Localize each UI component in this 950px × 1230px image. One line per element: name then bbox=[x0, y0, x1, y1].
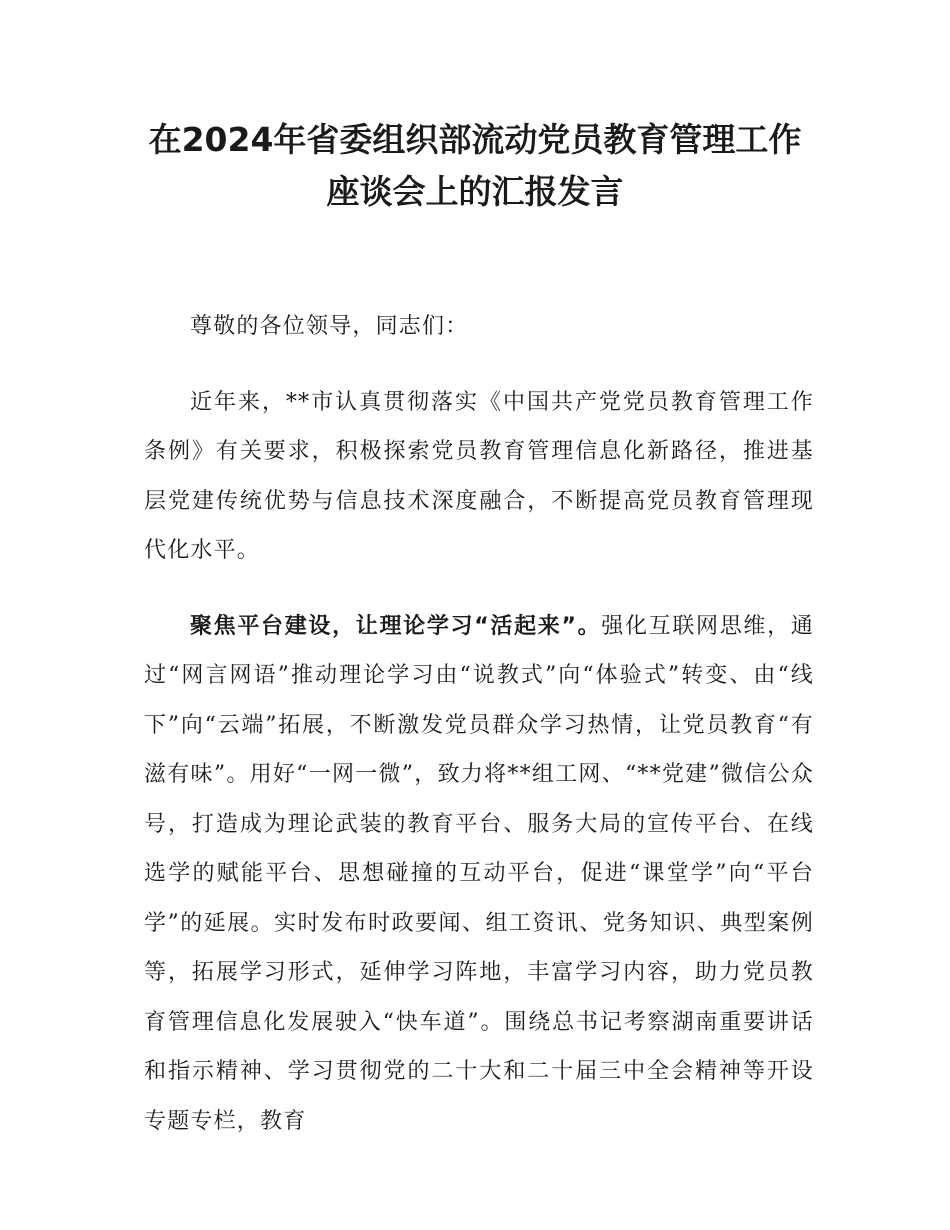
paragraph-platform bbox=[144, 602, 814, 1147]
document-title bbox=[100, 114, 850, 218]
paragraph-lead-heading: 聚焦平台建设，让理论学习“活起来”。 bbox=[190, 613, 602, 639]
title-line-1: 在2024年省委组织部流动党员教育管理工作 bbox=[148, 120, 802, 159]
document-body bbox=[144, 302, 814, 1146]
title-line-2: 座谈会上的汇报发言 bbox=[326, 172, 624, 211]
paragraph-platform-body: 强化互联网思维，通过“网言网语”推动理论学习由“说教式”向“体验式”转变、由“线下”向“云端”拓展，不断激发党员群众学习热情，让党员教育“有滋有味”。用好“一网一微”，致力将**组工网、“**党建”微信公众号，打造成为理论武装的教育平台、服务大局的宣传平台、在线选学的赋能平台、思想碰撞的互动平台，促进“课堂学”向“平台学”的延展。实时发布时政要闻、组工资讯、党务知识、典型案例等，拓展学习形式，延伸学习阵地，丰富学习内容，助力党员教育管理信息化发展驶入“快车道”。围绕总书记考察湖南重要讲话和指示精神、学习贯彻党的二十大和二十届三中全会精神等开设专题专栏，教育 bbox=[144, 613, 814, 1134]
paragraph-intro: 近年来，**市认真贯彻落实《中国共产党党员教育管理工作条例》有关要求，积极探索党员教育管理信息化新路径，推进基层党建传统优势与信息技术深度融合，不断提高党员教育管理现代化水平。 bbox=[144, 389, 814, 563]
greeting: 尊敬的各位领导，同志们： bbox=[190, 314, 469, 339]
